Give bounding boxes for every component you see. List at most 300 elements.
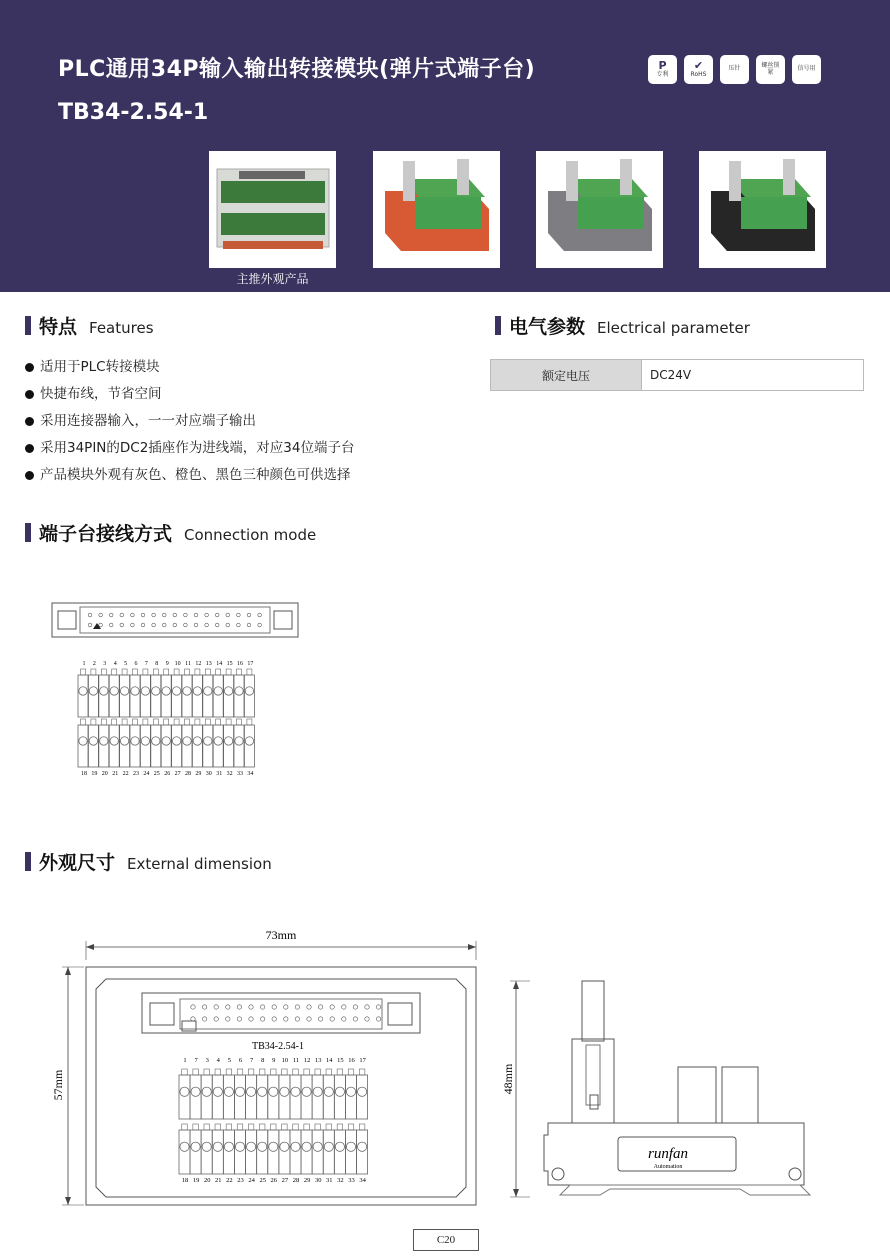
connector-pin bbox=[152, 623, 156, 627]
wire-hole-icon bbox=[245, 687, 253, 695]
terminal-number: 5 bbox=[124, 661, 128, 667]
connector-pin bbox=[184, 613, 188, 617]
terminal-number: 21 bbox=[112, 771, 119, 777]
terminal-number: 20 bbox=[203, 1177, 211, 1184]
connector-pin bbox=[120, 623, 124, 627]
parameter-value: DC24V bbox=[650, 368, 692, 382]
connector-pin bbox=[237, 623, 241, 627]
terminal-block bbox=[257, 1130, 268, 1174]
terminal-block bbox=[172, 725, 182, 767]
terminal-lever bbox=[237, 1124, 243, 1130]
terminal-lever bbox=[315, 1124, 321, 1130]
terminal-number: 10 bbox=[281, 1057, 289, 1064]
terminal-block bbox=[346, 1130, 357, 1174]
terminal-block bbox=[140, 675, 150, 717]
terminal-lever bbox=[271, 1069, 277, 1075]
feature-item: 采用34PIN的DC2插座作为进线端，对应34位端子台 bbox=[25, 435, 355, 462]
terminal-block bbox=[109, 725, 119, 767]
product-photo-orange bbox=[373, 151, 500, 268]
connector-pin bbox=[215, 613, 219, 617]
wire-hole-icon bbox=[280, 1087, 289, 1096]
wire-hole-icon bbox=[335, 1087, 344, 1096]
terminal-lever bbox=[195, 669, 200, 675]
terminal-block bbox=[179, 1130, 190, 1174]
wire-hole-icon bbox=[258, 1142, 267, 1151]
wire-hole-icon bbox=[291, 1142, 300, 1151]
connector-pin bbox=[162, 613, 166, 617]
terminal-block bbox=[213, 675, 223, 717]
product-photo-main bbox=[209, 151, 336, 268]
terminal-block bbox=[312, 1130, 323, 1174]
connector-pin bbox=[215, 623, 219, 627]
photo-caption: 主推外观产品 bbox=[209, 268, 336, 290]
wire-hole-icon bbox=[224, 737, 232, 745]
terminal-lever bbox=[271, 1124, 277, 1130]
terminal-block bbox=[130, 675, 140, 717]
connector-pin bbox=[272, 1005, 276, 1009]
wire-hole-icon bbox=[131, 737, 139, 745]
connector-pin bbox=[237, 613, 241, 617]
connector-pin bbox=[353, 1005, 357, 1009]
terminal-lever bbox=[215, 1069, 221, 1075]
wire-hole-icon bbox=[120, 737, 128, 745]
terminal-lever bbox=[226, 669, 231, 675]
terminal-lever bbox=[215, 1124, 221, 1130]
terminal-lever bbox=[143, 669, 148, 675]
terminal-lever bbox=[282, 1069, 288, 1075]
connector-pin bbox=[247, 623, 251, 627]
terminal-block bbox=[201, 1075, 212, 1119]
terminal-number: 7 bbox=[144, 661, 148, 667]
connection-diagram bbox=[48, 595, 348, 785]
terminal-number: 17 bbox=[359, 1057, 366, 1064]
feature-item: 采用连接器输入，一一对应端子输出 bbox=[25, 408, 355, 435]
terminal-block bbox=[224, 675, 234, 717]
wire-hole-icon bbox=[235, 687, 243, 695]
feature-item: 快捷布线，节省空间 bbox=[25, 381, 355, 408]
terminal-number: 23 bbox=[133, 771, 139, 777]
terminal-number: 13 bbox=[314, 1057, 322, 1064]
terminal-block bbox=[346, 1075, 357, 1119]
terminal-lever bbox=[337, 1124, 343, 1130]
connector-pin bbox=[260, 1005, 264, 1009]
wire-hole-icon bbox=[346, 1142, 355, 1151]
terminal-lever bbox=[174, 719, 179, 725]
terminal-number: 16 bbox=[348, 1057, 355, 1064]
terminal-lever bbox=[359, 1069, 365, 1075]
terminal-block bbox=[235, 1075, 246, 1119]
connector-pin bbox=[342, 1017, 346, 1021]
terminal-number: 26 bbox=[164, 771, 171, 777]
terminal-number: 6 bbox=[238, 1057, 243, 1064]
terminal-number: 21 bbox=[215, 1177, 222, 1184]
terminal-block bbox=[213, 725, 223, 767]
connector-pin bbox=[152, 613, 156, 617]
wire-hole-icon bbox=[180, 1142, 189, 1151]
terminal-number: 14 bbox=[216, 661, 223, 667]
wire-hole-icon bbox=[224, 1142, 233, 1151]
connector-pin bbox=[226, 1005, 230, 1009]
connector-pin bbox=[365, 1017, 369, 1021]
terminal-block bbox=[357, 1130, 368, 1174]
terminal-number: 18 bbox=[181, 1177, 189, 1184]
terminal-lever bbox=[216, 669, 221, 675]
wire-hole-icon bbox=[302, 1087, 311, 1096]
terminal-lever bbox=[153, 719, 158, 725]
terminal-block bbox=[268, 1075, 279, 1119]
terminal-lever bbox=[348, 1069, 354, 1075]
wire-hole-icon bbox=[324, 1142, 333, 1151]
terminal-number: 15 bbox=[337, 1057, 344, 1064]
terminal-block bbox=[151, 675, 161, 717]
module-orange-image bbox=[373, 151, 500, 268]
bullet-icon bbox=[25, 471, 34, 480]
wire-hole-icon bbox=[79, 737, 87, 745]
terminal-number: 24 bbox=[143, 771, 150, 777]
terminal-lever bbox=[326, 1069, 332, 1075]
terminal-number: 28 bbox=[185, 771, 191, 777]
terminal-number: 20 bbox=[101, 771, 108, 777]
terminal-number: 8 bbox=[155, 661, 159, 667]
terminal-number: 34 bbox=[247, 771, 254, 777]
terminal-block bbox=[212, 1075, 223, 1119]
terminal-lever bbox=[185, 669, 190, 675]
wire-hole-icon bbox=[89, 687, 97, 695]
connector-pin bbox=[88, 623, 92, 627]
terminal-lever bbox=[91, 719, 96, 725]
wire-hole-icon bbox=[357, 1142, 366, 1151]
dimension-heading: 外观尺寸 External dimension bbox=[25, 848, 272, 875]
dimension-side-view bbox=[500, 975, 830, 1215]
terminal-lever bbox=[112, 719, 117, 725]
terminal-lever bbox=[247, 719, 252, 725]
terminal-number: 30 bbox=[314, 1177, 322, 1184]
wire-hole-icon bbox=[245, 737, 253, 745]
connector-pin bbox=[237, 1005, 241, 1009]
patent-badge: P 专利 bbox=[648, 55, 677, 84]
connector-pin bbox=[141, 623, 145, 627]
terminal-number: 10 bbox=[174, 661, 181, 667]
terminal-block bbox=[190, 1075, 201, 1119]
wire-hole-icon bbox=[235, 1142, 244, 1151]
wire-hole-icon bbox=[202, 1087, 211, 1096]
terminal-number: 22 bbox=[122, 771, 129, 777]
terminal-block bbox=[99, 675, 109, 717]
wire-hole-icon bbox=[246, 1142, 255, 1151]
terminal-number: 15 bbox=[226, 661, 233, 667]
connector-pin bbox=[330, 1017, 334, 1021]
terminal-block bbox=[172, 675, 182, 717]
wire-hole-icon bbox=[162, 737, 170, 745]
wire-hole-icon bbox=[224, 687, 232, 695]
terminal-lever bbox=[101, 669, 106, 675]
terminal-lever bbox=[122, 669, 127, 675]
terminal-number: 26 bbox=[270, 1177, 278, 1184]
terminal-number: 3 bbox=[103, 661, 107, 667]
connector-pin bbox=[260, 1017, 264, 1021]
terminal-number: 12 bbox=[303, 1057, 311, 1064]
terminal-number: 22 bbox=[226, 1177, 233, 1184]
terminal-block bbox=[182, 675, 192, 717]
model-label: TB34-2.54-1 bbox=[252, 1041, 304, 1052]
terminal-number: 29 bbox=[195, 771, 202, 777]
terminal-number: 2 bbox=[92, 661, 96, 667]
connector-pin bbox=[214, 1017, 218, 1021]
terminal-lever bbox=[259, 1124, 265, 1130]
wire-hole-icon bbox=[152, 737, 160, 745]
heading-bar bbox=[25, 852, 31, 871]
terminal-lever bbox=[174, 669, 179, 675]
terminal-lever bbox=[101, 719, 106, 725]
terminal-block bbox=[140, 725, 150, 767]
terminal-block bbox=[244, 725, 254, 767]
terminal-block bbox=[203, 675, 213, 717]
connector-pin bbox=[131, 623, 135, 627]
wire-hole-icon bbox=[204, 737, 212, 745]
wire-hole-icon bbox=[110, 737, 118, 745]
terminal-number: 8 bbox=[261, 1057, 265, 1064]
terminal-block bbox=[279, 1075, 290, 1119]
terminal-lever bbox=[216, 719, 221, 725]
terminal-number: 33 bbox=[348, 1177, 355, 1184]
connector-pin bbox=[141, 613, 145, 617]
wire-hole-icon bbox=[100, 687, 108, 695]
terminal-block bbox=[234, 675, 244, 717]
terminal-block bbox=[301, 1075, 312, 1119]
page-code: C20 bbox=[413, 1229, 479, 1251]
connector-pin bbox=[307, 1017, 311, 1021]
connector-pin bbox=[99, 623, 103, 627]
terminal-number: 31 bbox=[216, 771, 223, 777]
side-height-label: 48mm bbox=[501, 1063, 515, 1095]
connector-pin bbox=[237, 1017, 241, 1021]
connector-pin bbox=[284, 1017, 288, 1021]
wire-hole-icon bbox=[213, 1142, 222, 1151]
terminal-number: 25 bbox=[153, 771, 160, 777]
terminal-number: 33 bbox=[237, 771, 243, 777]
terminal-block bbox=[78, 725, 88, 767]
connector-pin bbox=[109, 623, 113, 627]
terminal-block bbox=[235, 1130, 246, 1174]
terminal-number: 9 bbox=[272, 1057, 276, 1064]
connector-pin bbox=[226, 613, 230, 617]
terminal-number: 11 bbox=[185, 661, 191, 667]
electrical-heading: 电气参数 Electrical parameter bbox=[495, 312, 750, 339]
terminal-block bbox=[234, 725, 244, 767]
connector-pin bbox=[173, 623, 177, 627]
terminal-block bbox=[212, 1130, 223, 1174]
module-gray-image bbox=[536, 151, 663, 268]
terminal-number: 9 bbox=[165, 661, 169, 667]
terminal-block bbox=[223, 1130, 234, 1174]
terminal-lever bbox=[237, 669, 242, 675]
connector-pin bbox=[342, 1005, 346, 1009]
product-title: PLC通用34P输入输出转接模块(弹片式端子台) bbox=[58, 57, 536, 82]
wire-hole-icon bbox=[191, 1087, 200, 1096]
wire-hole-icon bbox=[79, 687, 87, 695]
connector-pin bbox=[376, 1017, 380, 1021]
bullet-icon bbox=[25, 444, 34, 453]
connector-pin bbox=[173, 613, 177, 617]
wire-hole-icon bbox=[141, 737, 149, 745]
connector-pin bbox=[205, 613, 209, 617]
terminal-lever bbox=[293, 1069, 299, 1075]
terminal-number: 30 bbox=[205, 771, 212, 777]
wire-hole-icon bbox=[100, 737, 108, 745]
terminal-lever bbox=[205, 669, 210, 675]
connector-pin bbox=[365, 1005, 369, 1009]
terminal-block bbox=[203, 725, 213, 767]
module-black-image bbox=[699, 151, 826, 268]
terminal-lever bbox=[204, 1069, 210, 1075]
terminal-block bbox=[88, 725, 98, 767]
terminal-number: 17 bbox=[247, 661, 254, 667]
connector-pin bbox=[191, 1005, 195, 1009]
connector-pin bbox=[272, 1017, 276, 1021]
feature-item: 产品模块外观有灰色、橙色、黑色三种颜色可供选择 bbox=[25, 462, 355, 489]
terminal-lever bbox=[304, 1069, 310, 1075]
terminal-lever bbox=[164, 669, 169, 675]
terminal-block bbox=[223, 1075, 234, 1119]
product-photo-black bbox=[699, 151, 826, 268]
connector-pin bbox=[258, 623, 262, 627]
heading-bar bbox=[495, 316, 501, 335]
terminal-lever bbox=[195, 719, 200, 725]
connector-pin bbox=[205, 623, 209, 627]
connection-heading: 端子台接线方式 Connection mode bbox=[25, 519, 316, 546]
terminal-lever bbox=[153, 669, 158, 675]
wire-hole-icon bbox=[213, 1087, 222, 1096]
wire-hole-icon bbox=[183, 687, 191, 695]
terminal-block bbox=[192, 675, 202, 717]
wire-hole-icon bbox=[193, 737, 201, 745]
connector-pin bbox=[162, 623, 166, 627]
terminal-block bbox=[279, 1130, 290, 1174]
terminal-block bbox=[268, 1130, 279, 1174]
bullet-icon bbox=[25, 417, 34, 426]
parameter-key: 额定电压 bbox=[491, 360, 642, 390]
wire-hole-icon bbox=[162, 687, 170, 695]
connector-pin bbox=[249, 1017, 253, 1021]
wire-hole-icon bbox=[152, 687, 160, 695]
terminal-block bbox=[78, 675, 88, 717]
terminal-number: 4 bbox=[216, 1057, 220, 1064]
wire-hole-icon bbox=[131, 687, 139, 695]
terminal-number: 5 bbox=[227, 1057, 232, 1064]
terminal-block bbox=[224, 725, 234, 767]
wire-hole-icon bbox=[110, 687, 118, 695]
width-label: 73mm bbox=[265, 928, 297, 942]
wire-hole-icon bbox=[214, 737, 222, 745]
terminal-lever bbox=[304, 1124, 310, 1130]
terminal-number: 32 bbox=[226, 771, 233, 777]
heading-bar bbox=[25, 316, 31, 335]
wire-hole-icon bbox=[357, 1087, 366, 1096]
signal-badge: 信号用 bbox=[792, 55, 821, 84]
terminal-number: 3 bbox=[205, 1057, 209, 1064]
terminal-lever bbox=[337, 1069, 343, 1075]
wire-hole-icon bbox=[183, 737, 191, 745]
connector-pin bbox=[247, 613, 251, 617]
wire-hole-icon bbox=[141, 687, 149, 695]
wire-hole-icon bbox=[258, 1087, 267, 1096]
connector-pin bbox=[226, 1017, 230, 1021]
connector-pin bbox=[249, 1005, 253, 1009]
rohs-badge: ✔ RoHS bbox=[684, 55, 713, 84]
patent-icon: P bbox=[658, 59, 667, 73]
terminal-number: 16 bbox=[237, 661, 243, 667]
terminal-lever bbox=[293, 1124, 299, 1130]
terminal-number: 34 bbox=[359, 1177, 366, 1184]
connector-pin bbox=[330, 1005, 334, 1009]
terminal-block bbox=[257, 1075, 268, 1119]
terminal-block bbox=[312, 1075, 323, 1119]
connector-pin bbox=[307, 1005, 311, 1009]
connector-pin bbox=[194, 613, 198, 617]
header-banner bbox=[0, 0, 890, 292]
terminal-lever bbox=[81, 719, 86, 725]
connector-pin bbox=[109, 613, 113, 617]
terminal-block bbox=[246, 1130, 257, 1174]
wire-hole-icon bbox=[120, 687, 128, 695]
terminal-block bbox=[334, 1130, 345, 1174]
terminal-number: 27 bbox=[174, 771, 181, 777]
terminal-block bbox=[301, 1130, 312, 1174]
terminal-number: 6 bbox=[134, 661, 138, 667]
terminal-lever bbox=[193, 1069, 199, 1075]
terminal-block bbox=[151, 725, 161, 767]
wire-hole-icon bbox=[172, 737, 180, 745]
terminal-lever bbox=[182, 1124, 188, 1130]
terminal-number: 19 bbox=[192, 1177, 200, 1184]
connector-pin bbox=[194, 623, 198, 627]
wire-hole-icon bbox=[191, 1142, 200, 1151]
terminal-lever bbox=[164, 719, 169, 725]
terminal-block bbox=[190, 1130, 201, 1174]
connector-pin bbox=[295, 1005, 299, 1009]
wire-hole-icon bbox=[172, 687, 180, 695]
wire-hole-icon bbox=[89, 737, 97, 745]
terminal-number: 4 bbox=[113, 661, 117, 667]
wire-hole-icon bbox=[269, 1087, 278, 1096]
height-label: 57mm bbox=[51, 1069, 65, 1101]
terminal-lever bbox=[193, 1124, 199, 1130]
connector-pin bbox=[202, 1005, 206, 1009]
connector-pin bbox=[226, 623, 230, 627]
terminal-block bbox=[120, 675, 130, 717]
bullet-icon bbox=[25, 390, 34, 399]
features-list bbox=[25, 354, 355, 489]
terminal-number: 32 bbox=[337, 1177, 344, 1184]
terminal-block bbox=[192, 725, 202, 767]
terminal-lever bbox=[133, 669, 138, 675]
terminal-number: 7 bbox=[194, 1057, 198, 1064]
connector-pin bbox=[184, 623, 188, 627]
press-pin-badge: 压针 bbox=[720, 55, 749, 84]
terminal-lever bbox=[282, 1124, 288, 1130]
terminal-lever bbox=[248, 1124, 254, 1130]
connector-pin bbox=[88, 613, 92, 617]
connector-pin bbox=[318, 1017, 322, 1021]
heading-bar bbox=[25, 523, 31, 542]
terminal-block bbox=[323, 1130, 334, 1174]
terminal-block bbox=[161, 725, 171, 767]
wire-hole-icon bbox=[280, 1142, 289, 1151]
terminal-block bbox=[244, 675, 254, 717]
terminal-lever bbox=[259, 1069, 265, 1075]
terminal-number: 19 bbox=[91, 771, 98, 777]
features-heading: 特点 Features bbox=[25, 312, 154, 339]
